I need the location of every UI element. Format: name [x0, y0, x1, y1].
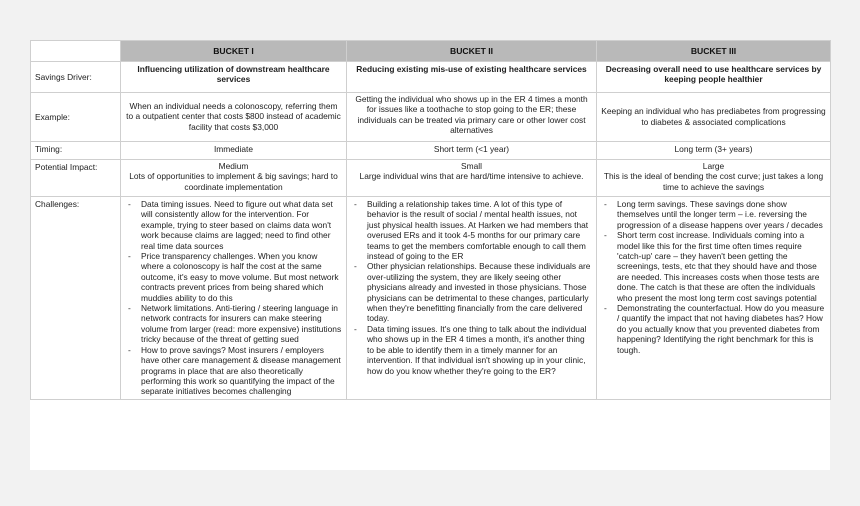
row-example	[31, 93, 831, 142]
challenge-item: - Data timing issues. Need to figure out what data set will consistently allow for the intervention. For example, trying to steer based on claims data won't work because claims are lagged; need to find other real time data sources	[125, 199, 342, 251]
row-timing	[31, 142, 831, 160]
driver-bucket-2: Reducing existing mis-use of existing healthcare services	[347, 62, 597, 93]
impact-level: Large	[702, 161, 725, 171]
challenge-item: - Data timing issues. It's one thing to talk about the individual who shows up in the ER 4 times a month, it's another thing to be able to identify them in a timely manner for an intervention. If that individual isn't showing up in your clinic, how do you know whether they're going to the ER?	[351, 324, 592, 376]
header-bucket-1: BUCKET I	[121, 41, 347, 62]
challenge-item: - Price transparency challenges. When you know where a colonoscopy is half the cost at the same outcome, it's easy to move volume. But most network contracts prevent prices from being shared which muddies ability to do this	[125, 251, 342, 303]
timing-bucket-1: Immediate	[121, 142, 347, 160]
challenge-item: - Long term savings. These savings done show themselves until the longer term – i.e. reversing the progression of a disease happens over years / decades	[601, 199, 826, 230]
timing-bucket-2: Short term (<1 year)	[347, 142, 597, 160]
row-label: Savings Driver:	[31, 62, 121, 93]
challenges-bucket-2	[347, 197, 597, 400]
impact-detail: Large individual wins that are hard/time intensive to achieve.	[359, 171, 584, 182]
header-blank	[31, 41, 121, 62]
challenge-item: - Building a relationship takes time. A lot of this type of behavior is the result of social / mental health issues, not just physical health issues. At Harken we had members that overused ERs and it took 4-5 months for our primary care teams to get the members comfortable enough to call them instead of going to the ER	[351, 199, 592, 261]
driver-bucket-3: Decreasing overall need to use healthcare services by keeping people healthier	[597, 62, 831, 93]
impact-detail: This is the ideal of bending the cost curve; just takes a long time to achieve the savings	[603, 171, 824, 192]
header-bucket-3: BUCKET III	[597, 41, 831, 62]
driver-bucket-1: Influencing utilization of downstream healthcare services	[121, 62, 347, 93]
row-challenges	[31, 197, 831, 400]
impact-bucket-3	[597, 160, 831, 197]
healthcare-savings-table	[30, 40, 831, 400]
row-label: Challenges:	[31, 197, 121, 400]
impact-detail: Lots of opportunities to implement & big savings; hard to coordinate implementation	[129, 171, 338, 192]
challenge-item: - Network limitations. Anti-tiering / steering language in network contracts for insurers can make steering volume from larger (read: more expensive) institutions tricky because of the threat of getting sued	[125, 303, 342, 345]
document-page	[30, 40, 830, 470]
impact-level: Medium	[218, 161, 249, 171]
example-bucket-1: When an individual needs a colonoscopy, referring them to a outpatient center that costs $800 instead of academic facility that costs $3,000	[121, 93, 347, 142]
row-label: Timing:	[31, 142, 121, 160]
challenge-list	[351, 199, 592, 376]
example-bucket-2: Getting the individual who shows up in the ER 4 times a month for issues like a toothache to stop going to the ER; these individuals can be treated via primary care or other lower cost alternatives	[347, 93, 597, 142]
impact-bucket-2	[347, 160, 597, 197]
challenge-item: - How to prove savings? Most insurers / employers have other care management & disease management programs in place that are also theoretically performing this work so quantifying the impact of the separate initiatives becomes challenging	[125, 345, 342, 397]
example-bucket-3: Keeping an individual who has prediabetes from progressing to diabetes & associated complications	[597, 93, 831, 142]
challenge-item: - Demonstrating the counterfactual. How do you measure / quantify the impact that not having diabetes has? How do you actually know that you prevented diabetes from happening? Identifying the right benchmark for this is tough.	[601, 303, 826, 355]
impact-level: Small	[461, 161, 482, 171]
timing-bucket-3: Long term (3+ years)	[597, 142, 831, 160]
header-bucket-2: BUCKET II	[347, 41, 597, 62]
impact-bucket-1	[121, 160, 347, 197]
challenge-item: - Other physician relationships. Because these individuals are over-utilizing the system, they are likely seeing other physicians already and invested in those physicians. Those physicians can be detrimental to these changes, particularly when they're benefitting financially from the care delivered today.	[351, 261, 592, 323]
challenges-bucket-3	[597, 197, 831, 400]
row-label: Example:	[31, 93, 121, 142]
challenge-item: - Short term cost increase. Individuals coming into a model like this for the first time often times require 'catch-up' care – they haven't been getting the screenings, tests, etc that they should have and those are needed. This increases costs when those tests are done. The catch is that these are often the individuals who present the most long term cost savings potential	[601, 230, 826, 303]
challenge-list	[601, 199, 826, 355]
header-row	[31, 41, 831, 62]
row-potential-impact	[31, 160, 831, 197]
challenge-list	[125, 199, 342, 397]
row-label: Potential Impact:	[31, 160, 121, 197]
row-savings-driver	[31, 62, 831, 93]
challenges-bucket-1	[121, 197, 347, 400]
